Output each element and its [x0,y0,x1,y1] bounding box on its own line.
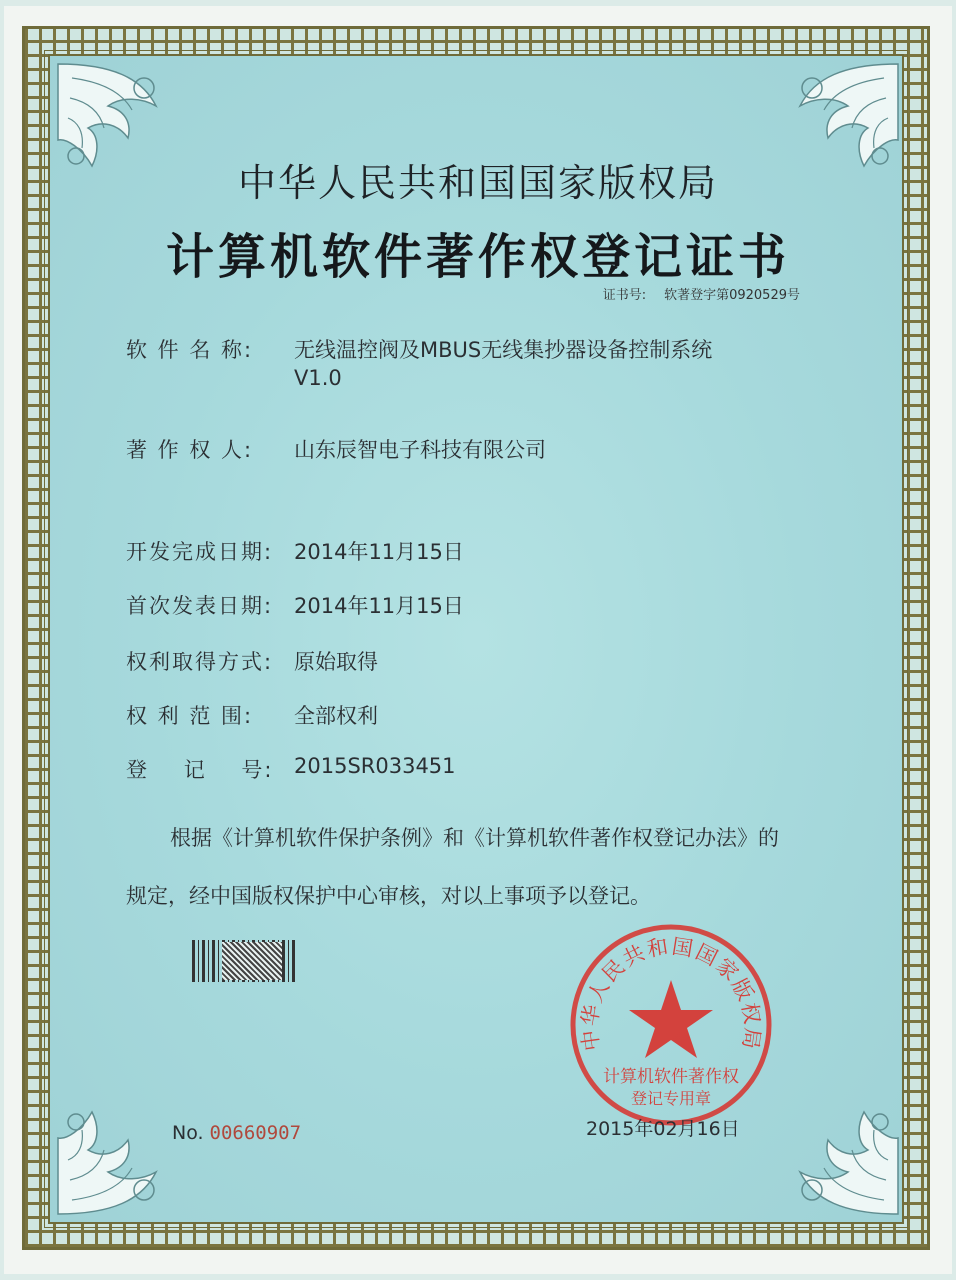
field-label: 登 记 号: [126,758,274,782]
field-first-publish-date [126,590,464,620]
issue-date: 2015年02月16日 [586,1118,740,1140]
field-dev-completion-date [126,536,464,566]
authority-title: 中华人民共和国国家版权局 [237,161,718,205]
qr-code-icon [222,942,282,980]
certificate-title: 计算机软件著作权登记证书 [165,229,790,285]
field-value: 无线温控阀及MBUS无线集抄器设备控制系统 [294,338,713,362]
field-value: 山东辰智电子科技有限公司 [294,438,546,462]
field-label: 软 件 名 称: [126,338,254,362]
star-icon [629,980,713,1058]
field-value: 2014年11月15日 [294,594,464,618]
serial-label: No. [172,1122,204,1144]
field-software-name [126,334,712,390]
statement-line-2: 规定，经中国版权保护中心审核，对以上事项予以登记。 [126,884,651,908]
field-copyright-owner [126,434,546,464]
seal-inner-line-1: 计算机软件著作权 [603,1067,739,1087]
corner-ornament-icon [52,1100,192,1220]
field-value-line2: V1.0 [294,366,342,390]
field-value: 2014年11月15日 [294,540,464,564]
certificate-number-value: 软著登字第0920529号 [664,288,800,303]
certificate-number [585,284,800,303]
field-label: 开发完成日期: [126,540,274,564]
field-label: 权利取得方式: [126,650,274,674]
field-label: 著 作 权 人: [126,438,254,462]
field-label: 权 利 范 围: [126,704,254,728]
field-value: 原始取得 [294,650,378,674]
seal-outer-text: 中华人民共和国国家版权局 [577,934,765,1053]
serial-number [172,1122,301,1144]
field-acquisition-method [126,646,378,676]
corner-ornament-icon [764,1100,904,1220]
official-seal [568,922,774,1128]
statement-line-1: 根据《计算机软件保护条例》和《计算机软件著作权登记办法》的 [170,826,779,850]
field-rights-scope [126,700,378,730]
seal-inner-line-2: 登记专用章 [630,1089,712,1108]
serial-value: 00660907 [209,1122,302,1144]
field-value: 2015SR033451 [294,754,456,778]
field-label: 首次发表日期: [126,594,274,618]
certificate-number-label: 证书号: [602,288,647,303]
field-registration-number [126,754,456,784]
barcode-icon [192,940,298,982]
field-value: 全部权利 [294,704,378,728]
